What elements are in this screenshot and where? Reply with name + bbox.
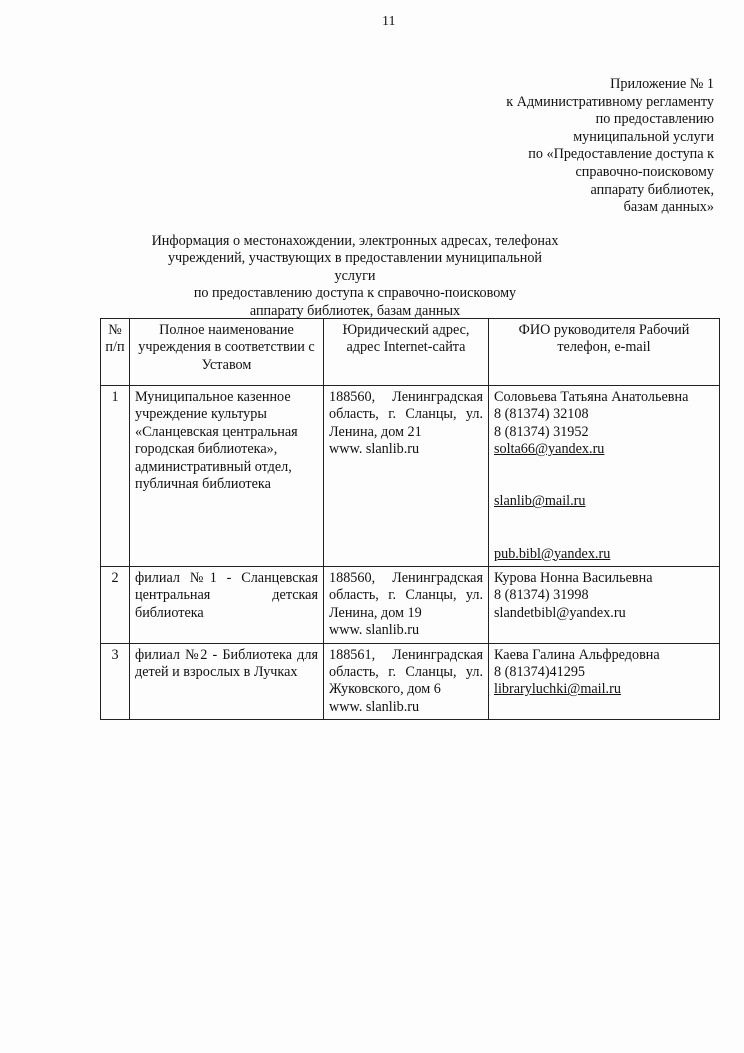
table-header-row bbox=[101, 319, 720, 386]
title-line: учреждений, участвующих в предоставлении муниципальной услуги bbox=[167, 250, 543, 284]
address-text: 188560, Ленинградская область, г. Сланцы, ул. Ленина, дом 21 bbox=[329, 389, 483, 440]
row-num: 2 bbox=[101, 567, 130, 644]
title-line: по предоставлению доступа к справочно-поисковому bbox=[193, 285, 517, 302]
phone: 8 (81374) 31998 bbox=[494, 587, 589, 604]
appendix-note bbox=[506, 76, 714, 217]
header-num: № п/п bbox=[101, 319, 130, 386]
document-title bbox=[150, 233, 560, 320]
row-head bbox=[489, 386, 720, 567]
row-head bbox=[489, 643, 720, 720]
row-num: 3 bbox=[101, 643, 130, 720]
email-link[interactable]: libraryluchki@mail.ru bbox=[494, 681, 621, 698]
table-row bbox=[101, 643, 720, 720]
appendix-line: по предоставлению bbox=[595, 111, 714, 128]
row-name: филиал №2 - Библиотека для детей и взрослых в Лучках bbox=[130, 643, 324, 720]
site-link[interactable]: www. slanlib.ru bbox=[329, 441, 420, 458]
header-head: ФИО руководителя Рабочий телефон, e-mail bbox=[489, 319, 720, 386]
appendix-line: аппарату библиотек, bbox=[590, 181, 714, 198]
email-link[interactable]: slanlib@mail.ru bbox=[494, 493, 586, 510]
row-address bbox=[324, 567, 489, 644]
appendix-line: базам данных» bbox=[623, 199, 714, 216]
table-row bbox=[101, 386, 720, 567]
appendix-line: к Административному регламенту bbox=[506, 93, 714, 110]
row-num: 1 bbox=[101, 386, 130, 567]
row-head bbox=[489, 567, 720, 644]
head-name: Курова Нонна Васильевна bbox=[494, 570, 653, 586]
title-line: аппарату библиотек, базам данных bbox=[249, 302, 461, 319]
phone: 8 (81374) 32108 bbox=[494, 406, 589, 423]
email-link[interactable]: pub.bibl@yandex.ru bbox=[494, 545, 611, 562]
table-row bbox=[101, 567, 720, 644]
address-text: 188561, Ленинградская область, г. Сланцы, ул. Жуковского, дом 6 bbox=[329, 646, 483, 698]
address-text: 188560, Ленинградская область, г. Сланцы, ул. Ленина, дом 19 bbox=[329, 570, 483, 621]
row-address bbox=[324, 643, 489, 720]
head-name: Каева Галина Альфредовна bbox=[494, 646, 660, 663]
appendix-line: Приложение № 1 bbox=[610, 76, 714, 92]
phone: 8 (81374)41295 bbox=[494, 664, 586, 681]
appendix-line: муниципальной услуги bbox=[573, 128, 714, 145]
site-link[interactable]: www. slanlib.ru bbox=[329, 698, 420, 715]
appendix-line: справочно-поисковому bbox=[575, 163, 714, 180]
site-link[interactable]: www. slanlib.ru bbox=[329, 622, 420, 639]
header-address: Юридический адрес, адрес Internet-сайта bbox=[324, 319, 489, 386]
email-link[interactable]: slandetbibl@yandex.ru bbox=[494, 604, 626, 621]
row-name: филиал №1 - Сланцевская центральная детская библиотека bbox=[130, 567, 324, 644]
page-number: 11 bbox=[382, 14, 396, 29]
header-name: Полное наименование учреждения в соответствии с Уставом bbox=[130, 319, 324, 386]
libraries-table bbox=[100, 318, 720, 720]
row-address bbox=[324, 386, 489, 567]
head-name: Соловьева Татьяна Анатольевна bbox=[494, 389, 689, 405]
appendix-line: по «Предоставление доступа к bbox=[528, 146, 714, 163]
email-link[interactable]: solta66@yandex.ru bbox=[494, 441, 605, 458]
title-line: Информация о местонахождении, электронных адресах, телефонах bbox=[151, 233, 559, 249]
phone: 8 (81374) 31952 bbox=[494, 423, 589, 440]
row-name: Муниципальное казенное учреждение культуры «Сланцевская центральная городская библиотека», административный отдел, публичная библиотека bbox=[130, 386, 324, 567]
